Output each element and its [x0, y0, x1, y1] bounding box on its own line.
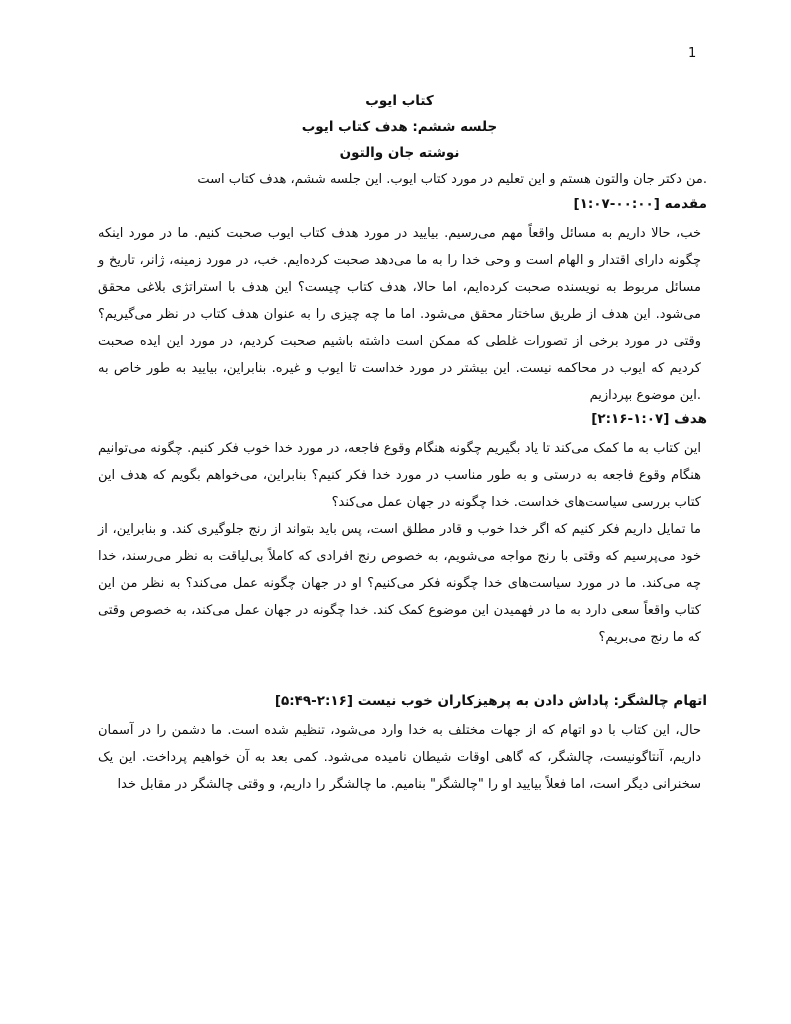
- section-paragraph-purpose-continued: ما تمایل داریم فکر کنیم که اگر خدا خوب و قادر مطلق است، پس باید بتواند از رنج جلوگیری کند. و بنابراین، از خود می‌پرسیم که وقتی با رنج مواجه می‌شویم، به خصوص رنج افرادی که کاملاً بی‌لیاقت به نظر می‌رسند، خدا چه می‌کند. ما در مورد سیاست‌های خدا چگونه فکر می‌کنیم؟ او در جهان چگونه عمل می‌کند؟ به نظر من این کتاب واقعاً سعی دارد به ما در فهمیدن این موضوع کمک کند. خدا چگونه در جهان عمل می‌کند، به خصوص وقتی که ما رنج می‌بریم؟: [98, 522, 701, 645]
- book-title: کتاب ایوب: [365, 93, 434, 109]
- section-heading-accuser: اتهام چالشگر: پاداش دادن به پرهیزکاران خوب نیست [۲:۱۶-۵:۴۹]: [274, 693, 707, 709]
- document-body: [92, 92, 707, 798]
- section-paragraph-accuser: حال، این کتاب با دو اتهام که از جهات مختلف به خدا وارد می‌شود، تنظیم شده است. ما دشمن را در آسمان داریم، آنتاگونیست، چالشگر، که گاهی اوقات شیطان نامیده می‌شود. کمی بعد به آن خواهیم پرداخت. این یک سخنرانی دیگر است، اما فعلاً بیایید او را "چالشگر" بنامیم. ما چالشگر را داریم، و وقتی چالشگر در مقابل خدا: [98, 723, 701, 792]
- intro-line: .من دکتر جان والتون هستم و این تعلیم در مورد کتاب ایوب. این جلسه ششم، هدف کتاب است: [197, 172, 707, 187]
- section-paragraph-introduction: خب، حالا داریم به مسائل واقعاً مهم می‌رسیم. بیایید در مورد هدف کتاب ایوب صحبت کنیم. ما در مورد اینکه چگونه دارای اقتدار و الهام است و وحی خدا را به ما می‌دهد صحبت کرده‌ایم. خب، در مورد زمینه، ژانر، تاریخ و مسائل مربوط به نویسنده صحبت کرده‌ایم، اما حالا، هدف کتاب چیست؟ این هدف با استراتژی بلاغی محقق می‌شود. این هدف از طریق ساختار محقق می‌شود. اما ما چه چیزی را به عنوان هدف کتاب در نظر می‌گیریم؟ وقتی در مورد برخی از تصورات غلطی که ممکن است داشته باشیم صحبت کردیم، در مورد این ایده صحبت کردیم که ایوب در محاکمه نیست. این بیشتر در مورد خداست تا ایوب و غیره. بنابراین، بیایید به طور خاص به .این موضوع بپردازیم: [98, 226, 701, 403]
- session-title: جلسه ششم: هدف کتاب ایوب: [301, 119, 498, 135]
- author-line: نوشته جان والتون: [339, 145, 460, 161]
- section-heading-introduction: مقدمه [۰۰:۰۰-۱:۰۷]: [573, 196, 707, 212]
- section-heading-purpose: هدف [۱:۰۷-۲:۱۶]: [591, 411, 707, 427]
- section-paragraph-purpose: این کتاب به ما کمک می‌کند تا یاد بگیریم چگونه هنگام وقوع فاجعه، در مورد خدا خوب فکر کنیم. چگونه می‌توانیم هنگام وقوع فاجعه به درستی و به طور مناسب در مورد خدا فکر کنیم؟ بنابراین، می‌خواهم بگویم که هدف این کتاب بررسی سیاست‌های خداست. خدا چگونه در جهان عمل می‌کند؟: [98, 441, 701, 510]
- page-number: 1: [688, 46, 697, 61]
- section-spacer: [92, 651, 707, 691]
